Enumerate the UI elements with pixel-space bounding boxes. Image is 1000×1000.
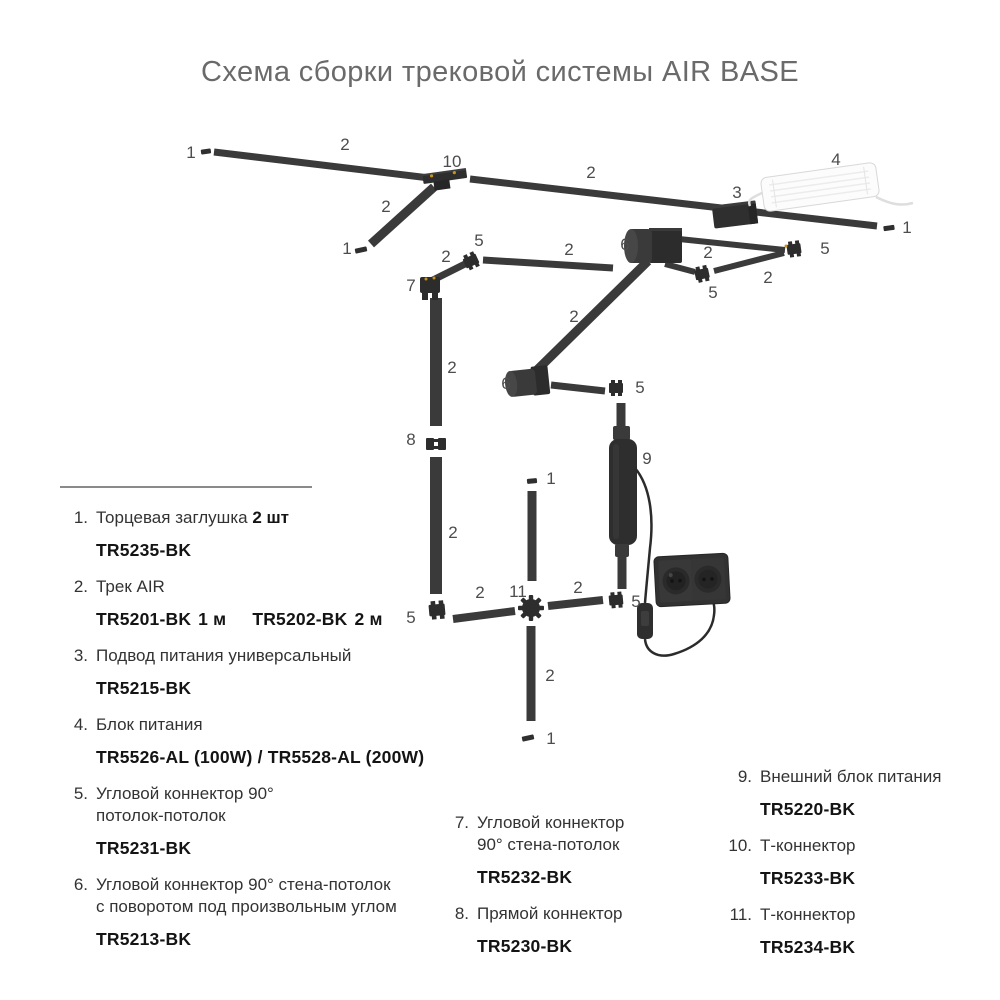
item-number: 9. — [737, 767, 752, 786]
part-number-label: 2 — [564, 240, 574, 259]
item-number: 7. — [454, 813, 469, 832]
item-number: 5. — [73, 784, 88, 803]
part-number-label: 11 — [509, 582, 527, 601]
legend-item-1 — [58, 507, 438, 561]
item-code: TR5526-AL (100W) / TR5528-AL (200W) — [96, 747, 425, 767]
legend-item-2 — [58, 576, 438, 630]
legend-right-column — [712, 766, 987, 973]
wall-socket — [654, 553, 731, 607]
part-number-label: 6 — [501, 374, 511, 393]
part-number-label: 5 — [406, 608, 416, 627]
item-number: 11. — [729, 905, 752, 924]
item-number: 6. — [73, 875, 88, 894]
part-number-label: 2 — [763, 268, 773, 287]
legend-item-11 — [712, 904, 987, 958]
legend-item-3 — [58, 645, 438, 699]
part-number-label: 1 — [186, 143, 196, 162]
part-number-label: 2 — [475, 583, 485, 602]
straight-connector-8 — [426, 438, 446, 450]
part-number-label: 5 — [631, 592, 641, 611]
part-number-label: 2 — [569, 307, 579, 326]
part-number-label: 1 — [342, 239, 352, 258]
item-qty: 2 шт — [252, 508, 290, 527]
part-number-label: 2 — [447, 358, 457, 377]
part-number-label: 2 — [448, 523, 458, 542]
item-number: 2. — [73, 577, 88, 596]
item-code: TR5215-BK — [96, 678, 192, 698]
part-number-label: 5 — [708, 283, 718, 302]
item-description: Угловой коннектор — [477, 813, 625, 832]
item-description: 90° стена-потолок — [477, 835, 620, 854]
item-code: TR5231-BK — [96, 838, 192, 858]
item-description: Подвод питания универсальный — [96, 646, 352, 665]
legend-item-9 — [712, 766, 987, 820]
wall-ceiling-connector-7 — [420, 277, 440, 301]
part-number-label: 3 — [732, 183, 742, 202]
part-number-label: 10 — [442, 152, 462, 171]
item-number: 8. — [454, 904, 469, 923]
item-code: TR5233-BK — [760, 868, 856, 888]
swivel-connector-6-top — [624, 228, 682, 263]
legend-item-8 — [443, 903, 683, 957]
part-number-label: 2 — [381, 197, 391, 216]
part-number-label: 7 — [406, 276, 416, 295]
item-description: с поворотом под произвольным углом — [96, 897, 397, 916]
item-code: TR5220-BK — [760, 799, 856, 819]
part-number-label: 2 — [573, 578, 583, 597]
item-description: Внешний блок питания — [760, 767, 942, 786]
item-description: Т-коннектор — [760, 836, 856, 855]
legend-item-7 — [443, 812, 683, 888]
item-description: Угловой коннектор 90° — [96, 784, 274, 803]
item-code: TR5234-BK — [760, 937, 856, 957]
part-number-label: 6 — [620, 235, 630, 254]
item-description: Угловой коннектор 90° стена-потолок — [96, 875, 391, 894]
part-number-label: 2 — [441, 247, 451, 266]
item-number: 3. — [73, 646, 88, 665]
power-supply-4 — [749, 162, 913, 212]
part-number-label: 8 — [406, 430, 416, 449]
item-number: 1. — [73, 508, 88, 527]
item-description: Торцевая заглушка 2 шт — [96, 508, 290, 527]
item-description: Блок питания — [96, 715, 203, 734]
part-number-label: 2 — [703, 243, 713, 262]
item-code: TR5201-BK 1 м TR5202-BK 2 м — [96, 609, 383, 629]
item-code: TR5213-BK — [96, 929, 192, 949]
item-description: потолок-потолок — [96, 806, 226, 825]
legend-item-4 — [58, 714, 438, 768]
item-code: TR5235-BK — [96, 540, 192, 560]
item-number: 10. — [728, 836, 752, 855]
part-number-label: 5 — [635, 378, 645, 397]
part-number-label: 5 — [820, 239, 830, 258]
part-number-label: 4 — [831, 150, 841, 169]
part-number-label: 2 — [586, 163, 596, 182]
legend-item-10 — [712, 835, 987, 889]
part-number-label: 9 — [642, 449, 652, 468]
part-number-label: 1 — [902, 218, 912, 237]
item-description: Трек AIR — [96, 577, 165, 596]
legend-item-6 — [58, 874, 438, 950]
part-number-label: 1 — [546, 469, 556, 488]
item-number: 4. — [73, 715, 88, 734]
legend-left-column — [58, 507, 438, 965]
item-code: TR5230-BK — [477, 936, 573, 956]
item-description: Прямой коннектор — [477, 904, 623, 923]
part-number-label: 2 — [545, 666, 555, 685]
item-code: TR5232-BK — [477, 867, 573, 887]
legend-item-5 — [58, 783, 438, 859]
part-number-label: 1 — [546, 729, 556, 748]
page-title: Схема сборки трековой системы AIR BASE — [201, 56, 799, 88]
part-number-label: 2 — [340, 135, 350, 154]
item-description: Т-коннектор — [760, 905, 856, 924]
part-number-label: 5 — [474, 231, 484, 250]
legend-middle-column — [443, 812, 683, 972]
legend-divider — [60, 486, 312, 488]
